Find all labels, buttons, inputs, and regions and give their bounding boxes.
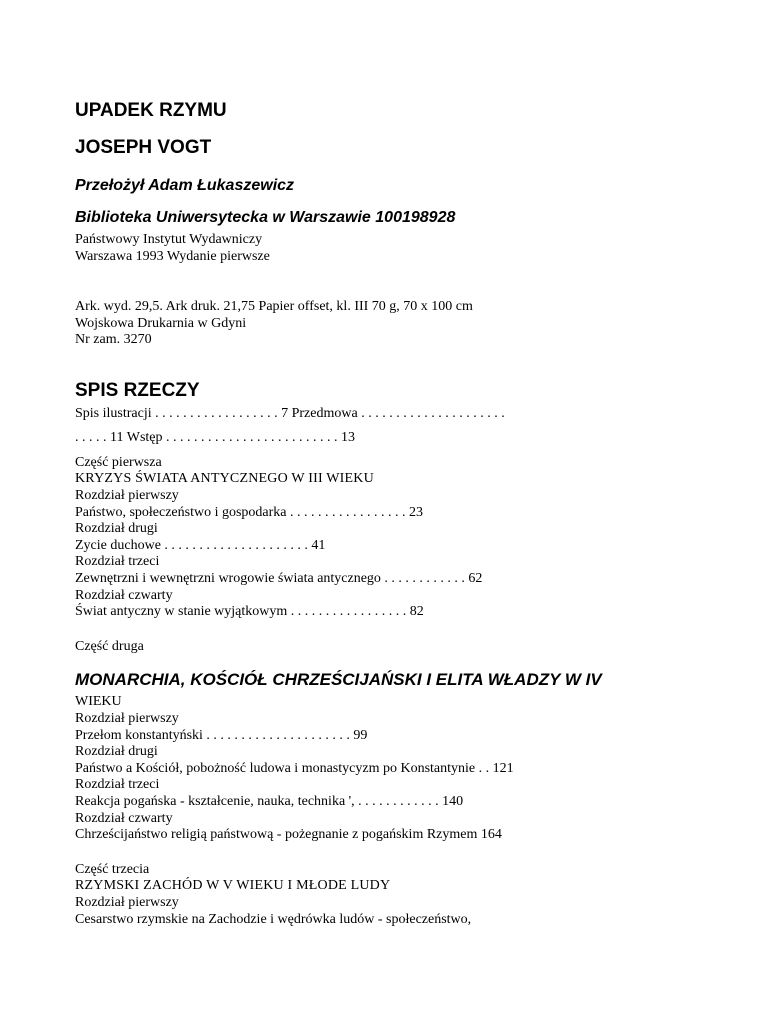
toc-line: Świat antyczny w stanie wyjątkowym . . . . . . . . . . . . . . . . . 82 bbox=[75, 604, 424, 620]
publisher-line: Państwowy Instytut Wydawniczy bbox=[75, 232, 263, 247]
toc-line: Cesarstwo rzymskie na Zachodzie i wędrówka ludów - społeczeństwo, bbox=[75, 911, 472, 927]
translator-line: Przełożył Adam Łukaszewicz bbox=[75, 177, 295, 194]
imprint-line-3: Nr zam. 3270 bbox=[75, 332, 152, 347]
toc-line: Rozdział czwarty bbox=[75, 587, 173, 603]
book-author: JOSEPH VOGT bbox=[75, 137, 212, 158]
toc-intro-line-1: Spis ilustracji . . . . . . . . . . . . . . . . . . 7 Przedmowa . . . . . . . . . . . . . . . . . . . . . bbox=[75, 406, 505, 421]
toc-line: Zewnętrzni i wewnętrzni wrogowie świata antycznego . . . . . . . . . . . . 62 bbox=[75, 570, 483, 586]
imprint-line-2: Wojskowa Drukarnia w Gdyni bbox=[75, 316, 247, 331]
toc-line: Rozdział pierwszy bbox=[75, 488, 179, 503]
part1-chapter-list bbox=[75, 488, 482, 621]
part2-label: Część druga bbox=[75, 639, 144, 654]
part1-title: KRYZYS ŚWIATA ANTYCZNEGO W III WIEKU bbox=[75, 471, 374, 486]
toc-line: Państwo a Kościół, pobożność ludowa i monastycyzm po Konstantynie . . 121 bbox=[75, 760, 514, 776]
part3-chapter-list bbox=[75, 895, 471, 928]
toc-intro-line-2: . . . . . 11 Wstęp . . . . . . . . . . . . . . . . . . . . . . . . . 13 bbox=[75, 430, 355, 445]
part2-title: MONARCHIA, KOŚCIÓŁ CHRZEŚCIJAŃSKI I ELITA WŁADZY W IV bbox=[75, 670, 602, 689]
toc-line: Zycie duchowe . . . . . . . . . . . . . . . . . . . . . 41 bbox=[75, 537, 326, 553]
imprint-line-1: Ark. wyd. 29,5. Ark druk. 21,75 Papier offset, kl. III 70 g, 70 x 100 cm bbox=[75, 299, 473, 314]
part2-chapter-list bbox=[75, 711, 514, 844]
toc-line: Rozdział drugi bbox=[75, 744, 158, 760]
part3-label: Część trzecia bbox=[75, 862, 150, 877]
toc-line: Rozdział trzeci bbox=[75, 554, 160, 570]
toc-line: Rozdział pierwszy bbox=[75, 895, 179, 910]
toc-line: Rozdział pierwszy bbox=[75, 711, 179, 726]
toc-heading: SPIS RZECZY bbox=[75, 380, 200, 401]
toc-line: Rozdział trzeci bbox=[75, 777, 160, 793]
toc-line: Rozdział czwarty bbox=[75, 810, 173, 826]
library-line: Biblioteka Uniwersytecka w Warszawie 100198928 bbox=[75, 209, 456, 226]
toc-line: Państwo, społeczeństwo i gospodarka . . . . . . . . . . . . . . . . . 23 bbox=[75, 504, 424, 520]
book-title: UPADEK RZYMU bbox=[75, 100, 227, 121]
toc-line: Rozdział drugi bbox=[75, 521, 158, 537]
edition-line: Warszawa 1993 Wydanie pierwsze bbox=[75, 249, 270, 264]
toc-line: Reakcja pogańska - kształcenie, nauka, technika ', . . . . . . . . . . . . 140 bbox=[75, 793, 464, 809]
part3-title: RZYMSKI ZACHÓD W V WIEKU I MŁODE LUDY bbox=[75, 878, 391, 893]
part2-title-cont: WIEKU bbox=[75, 694, 122, 709]
toc-line: Chrześcijaństwo religią państwową - pożegnanie z pogańskim Rzymem 164 bbox=[75, 827, 502, 843]
toc-line: Przełom konstantyński . . . . . . . . . . . . . . . . . . . . . 99 bbox=[75, 727, 368, 743]
part1-label: Część pierwsza bbox=[75, 455, 162, 470]
